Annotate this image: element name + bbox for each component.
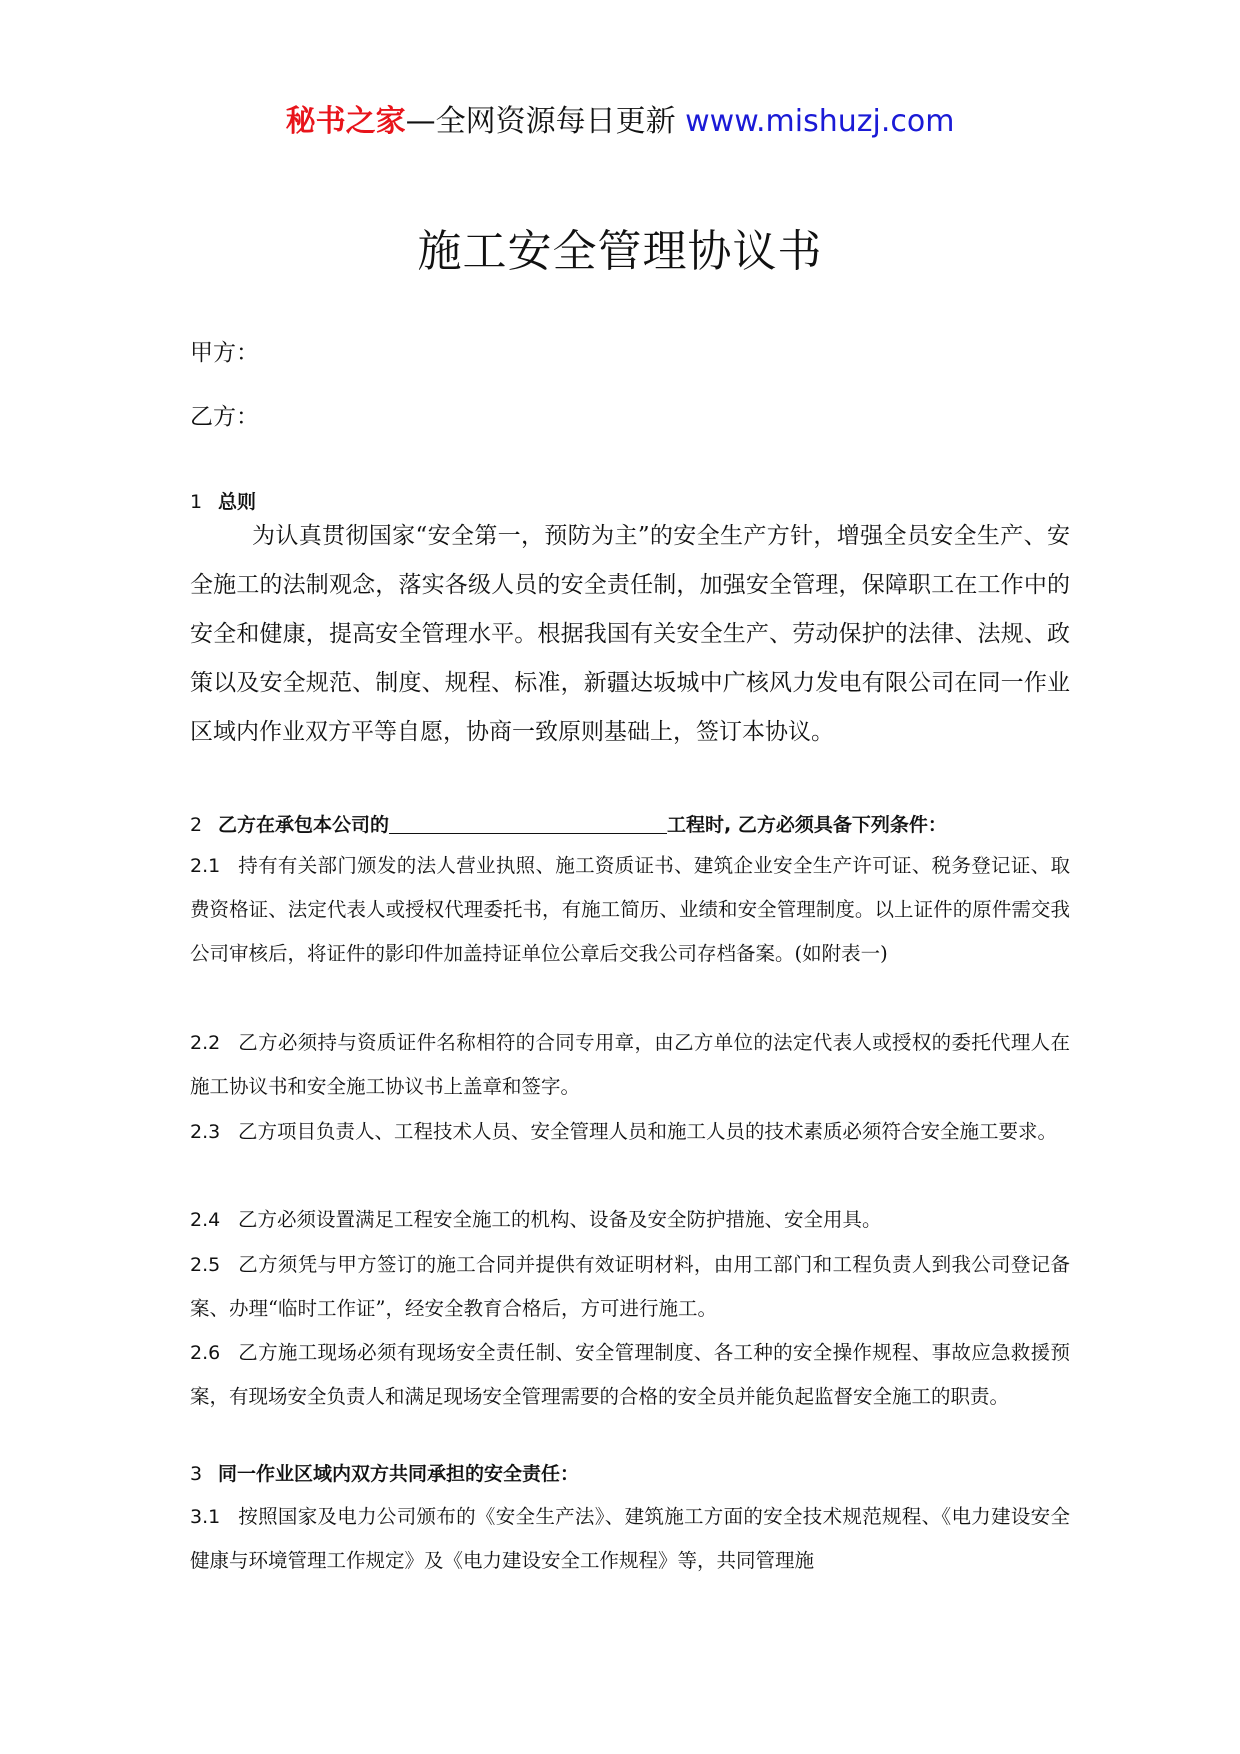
section-2-title-before: 乙方在承包本公司的: [218, 814, 390, 836]
party-a-label: 甲方：: [190, 340, 259, 366]
party-a-line: [190, 336, 1070, 370]
party-b-line: [190, 400, 1070, 434]
section-3-heading-block: [190, 1459, 1070, 1489]
banner-url-link[interactable]: www.mishuzj.com: [685, 104, 955, 139]
clause-2-1-text: 持有有关部门颁发的法人营业执照、施工资质证书、建筑企业安全生产许可证、税务登记证、取费资格证、法定代表人或授权代理委托书，有施工简历、业绩和安全管理制度。以上证件的原件需交我公司审核后，将证件的影印件加盖持证单位公章后交我公司存档备案。(如附表一): [190, 854, 1070, 965]
section-2-heading: [190, 810, 1070, 840]
banner-tagline: —全网资源每日更新: [405, 104, 686, 139]
clause-2-4: [190, 1198, 1070, 1242]
clause-2-4-number: 2.4: [190, 1209, 221, 1231]
clause-2-3: [190, 1110, 1070, 1154]
clause-2-5-number: 2.5: [190, 1254, 221, 1276]
clause-2-3-block: [190, 1110, 1070, 1154]
document-title: 施工安全管理协议书: [417, 226, 823, 277]
section-2-title-after: 工程时, 乙方必须具备下列条件：: [667, 814, 947, 836]
intro-block: [190, 512, 1070, 757]
section-2-number: 2: [190, 814, 203, 836]
clause-2-6-block: [190, 1331, 1070, 1419]
section-2-heading-block: [190, 810, 1070, 840]
clause-2-6-text: 乙方施工现场必须有现场安全责任制、安全管理制度、各工种的安全操作规程、事故应急救援预案，有现场安全负责人和满足现场安全管理需要的合格的安全员并能负起监督安全施工的职责。: [190, 1341, 1070, 1408]
clause-2-1-number: 2.1: [190, 855, 221, 877]
section-3-number: 3: [190, 1463, 203, 1485]
section-1-title: 总则: [218, 491, 257, 513]
section-1-number: 1: [190, 491, 203, 513]
section-3-title: 同一作业区域内双方共同承担的安全责任：: [218, 1463, 580, 1485]
clause-2-2-text: 乙方必须持与资质证件名称相符的合同专用章，由乙方单位的法定代表人或授权的委托代理人在施工协议书和安全施工协议书上盖章和签字。: [190, 1031, 1070, 1098]
clause-2-5: [190, 1243, 1070, 1331]
clause-2-1: [190, 844, 1070, 976]
clause-3-1: [190, 1495, 1070, 1583]
clause-2-6-number: 2.6: [190, 1342, 221, 1364]
clause-2-4-block: [190, 1198, 1070, 1242]
intro-paragraph: 为认真贯彻国家“安全第一，预防为主”的安全生产方针，增强全员安全生产、安全施工的法制观念，落实各级人员的安全责任制，加强安全管理，保障职工在工作中的安全和健康，提高安全管理水平。根据我国有关安全生产、劳动保护的法律、法规、政策以及安全规范、制度、规程、标准，新疆达坂城中广核风力发电有限公司在同一作业区域内作业双方平等自愿，协商一致原则基础上，签订本协议。: [190, 523, 1070, 745]
clause-2-3-text: 乙方项目负责人、工程技术人员、安全管理人员和施工人员的技术素质必须符合安全施工要求。: [238, 1120, 1058, 1143]
clause-2-4-text: 乙方必须设置满足工程安全施工的机构、设备及安全防护措施、安全用具。: [238, 1208, 882, 1231]
site-banner: [0, 100, 1240, 144]
clause-2-2-block: [190, 1021, 1070, 1109]
clause-2-1-block: [190, 844, 1070, 976]
clause-3-1-block: [190, 1495, 1070, 1583]
clause-2-2-number: 2.2: [190, 1032, 221, 1054]
clause-2-2: [190, 1021, 1070, 1109]
section-3-heading: [190, 1459, 1070, 1489]
clause-2-5-text: 乙方须凭与甲方签订的施工合同并提供有效证明材料，由用工部门和工程负责人到我公司登记备案、办理“临时工作证”，经安全教育合格后，方可进行施工。: [190, 1253, 1070, 1320]
project-name-blank: [389, 813, 667, 834]
clause-2-6: [190, 1331, 1070, 1419]
clause-2-5-block: [190, 1243, 1070, 1331]
clause-3-1-text: 按照国家及电力公司颁布的《安全生产法》、建筑施工方面的安全技术规范规程、《电力建设安全健康与环境管理工作规定》及《电力建设安全工作规程》等，共同管理施: [190, 1505, 1070, 1572]
party-b-label: 乙方：: [190, 404, 259, 430]
banner-brand: 秘书之家: [285, 104, 406, 139]
clause-3-1-number: 3.1: [190, 1506, 221, 1528]
clause-2-3-number: 2.3: [190, 1121, 221, 1143]
